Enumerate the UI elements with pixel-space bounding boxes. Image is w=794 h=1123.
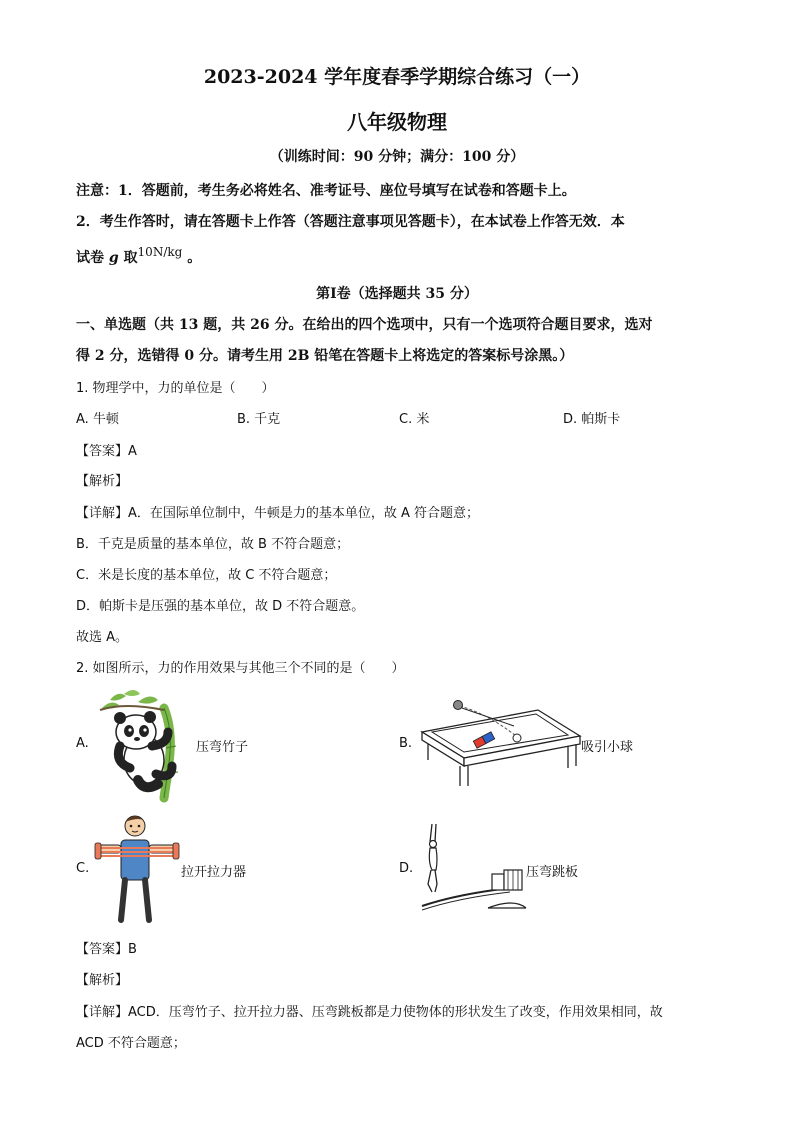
q2-detail-line: 【详解】ACD．压弯竹子、拉开拉力器、压弯跳板都是力使物体的形状发生了改变，作用效果相同，故 <box>76 1005 663 1020</box>
q1-stem: 1. 物理学中，力的单位是（ ） <box>76 381 275 396</box>
q2-option-d-letter: D. <box>399 861 414 876</box>
q2-answer: 【答案】B <box>76 942 137 957</box>
exam-meta: （训练时间：90 分钟；满分：100 分） <box>269 149 525 165</box>
q1-detail-line: 故选 A。 <box>76 630 129 645</box>
note-line-3-mid: 取 <box>123 250 138 266</box>
diver-springboard-illustration <box>418 822 528 914</box>
q2-analysis: 【解析】 <box>76 973 129 988</box>
q1-option-a: A. 牛顿 <box>76 412 119 427</box>
q1-option-b: B. 千克 <box>237 412 281 427</box>
q2-option-b-caption: 吸引小球 <box>581 740 634 755</box>
q2-option-c-caption: 拉开拉力器 <box>181 865 247 880</box>
exam-title: 2023-2024 学年度春季学期综合练习（一） <box>203 66 591 88</box>
q2-stem: 2. 如图所示，力的作用效果与其他三个不同的是（ ） <box>76 661 405 676</box>
note-line-3 <box>76 247 201 267</box>
q1-detail-line: 【详解】A．在国际单位制中，牛顿是力的基本单位，故 A 符合题意； <box>76 506 480 521</box>
section-instruction-1: 一、单选题（共 13 题，共 26 分。在给出的四个选项中，只有一个选项符合题目要求，选对 <box>76 317 653 333</box>
note-line-3-g: g <box>108 250 119 266</box>
q2-option-c-letter: C. <box>76 861 90 876</box>
q2-option-d-caption: 压弯跳板 <box>526 865 579 880</box>
section-title: 第Ⅰ卷（选择题共 35 分） <box>316 286 478 302</box>
note-line-3-end: 。 <box>187 250 202 266</box>
q1-detail-line: D．帕斯卡是压强的基本单位，故 D 不符合题意。 <box>76 599 365 614</box>
q1-detail-line: B．千克是质量的基本单位，故 B 不符合题意； <box>76 537 350 552</box>
note-line-2: 2．考生作答时，请在答题卡上作答（答题注意事项见答题卡），在本试卷上作答无效．本 <box>76 214 625 230</box>
note-line-1: 注意：1．答题前，考生务必将姓名、准考证号、座位号填写在试卷和答题卡上。 <box>76 183 576 199</box>
q1-analysis: 【解析】 <box>76 474 129 489</box>
q2-option-a-caption: 压弯竹子 <box>196 740 249 755</box>
note-line-3-value: 10N/kg <box>137 245 183 259</box>
q1-option-d: D. 帕斯卡 <box>563 412 621 427</box>
magnet-ball-table-illustration <box>418 696 584 790</box>
exam-subject: 八年级物理 <box>347 110 447 134</box>
q2-detail-line: ACD 不符合题意； <box>76 1036 186 1051</box>
q1-answer: 【答案】A <box>76 444 137 459</box>
section-instruction-2: 得 2 分，选错得 0 分。请考生用 2B 铅笔在答题卡上将选定的答案标号涂黑。） <box>76 348 574 364</box>
q1-detail-line: C．米是长度的基本单位，故 C 不符合题意； <box>76 568 337 583</box>
q1-option-c: C. 米 <box>399 412 430 427</box>
panda-bamboo-illustration <box>94 688 194 800</box>
note-line-3-prefix: 试卷 <box>76 250 104 266</box>
chest-expander-person-illustration <box>95 812 181 924</box>
q2-option-b-letter: B. <box>399 736 413 751</box>
q2-option-a-letter: A. <box>76 736 89 751</box>
